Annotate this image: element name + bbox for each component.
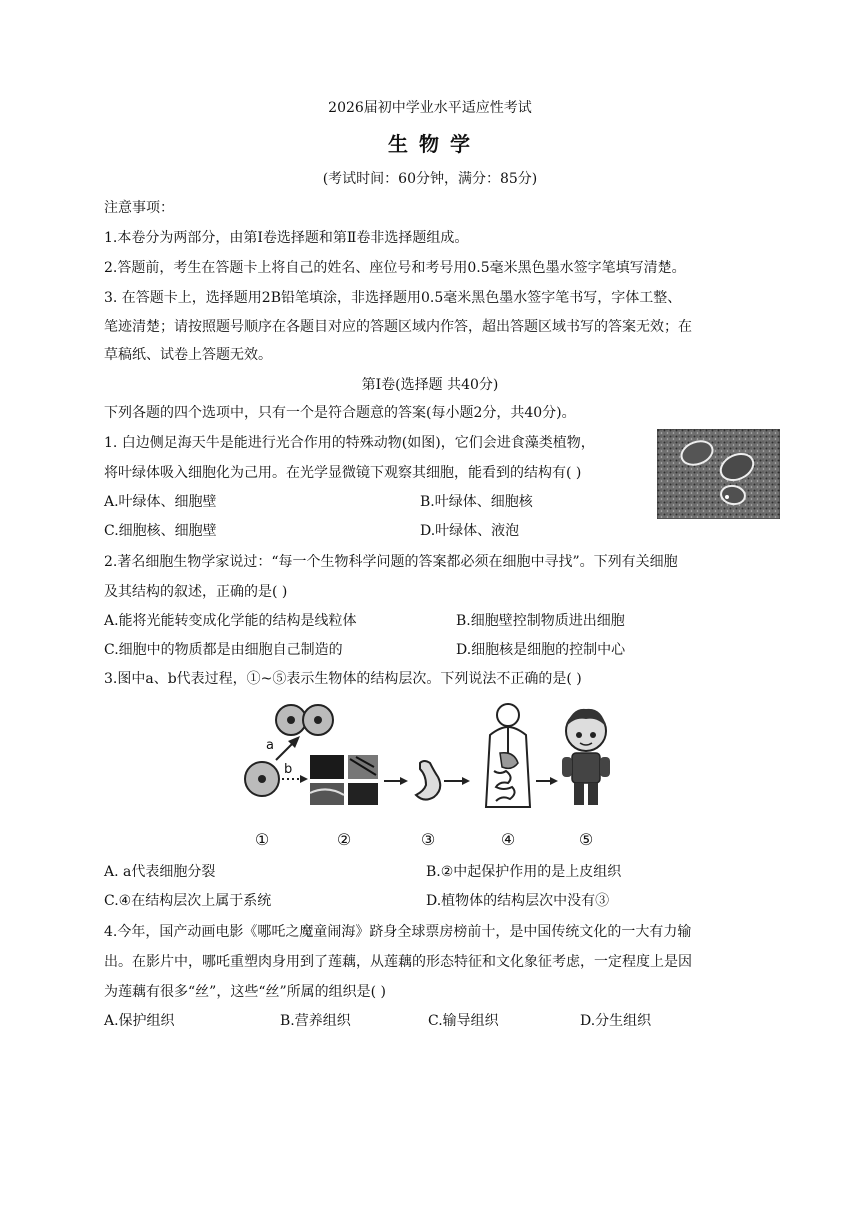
section-title: 第Ⅰ卷(选择题 共40分)	[361, 377, 499, 393]
sea-slug-photo	[657, 429, 780, 519]
question-4-option-b[interactable]: B.营养组织	[280, 1013, 351, 1029]
question-3-option-a[interactable]: A. a代表细胞分裂	[104, 864, 216, 880]
number-5: ⑤	[578, 830, 594, 849]
label-a: a	[266, 738, 274, 753]
notice-item-1: 1.本卷分为两部分，由第Ⅰ卷选择题和第Ⅱ卷非选择题组成。	[104, 230, 469, 246]
question-4-option-d[interactable]: D.分生组织	[580, 1013, 652, 1029]
question-3-option-d[interactable]: D.植物体的结构层次中没有③	[426, 893, 610, 909]
number-3: ③	[420, 830, 436, 849]
label-b: b	[284, 762, 293, 777]
question-4-line-2: 出。在影片中，哪吒重塑肉身用到了莲藕，从莲藕的形态特征和文化象征考虑，一定程度上是因	[104, 954, 692, 970]
question-2-line-2: 及其结构的叙述，正确的是( )	[104, 584, 288, 600]
boy-icon	[562, 709, 610, 805]
question-2-option-c[interactable]: C.细胞中的物质都是由细胞自己制造的	[104, 642, 343, 658]
subject-title: 生 物 学	[388, 132, 472, 156]
section-instruction: 下列各题的四个选项中，只有一个是符合题意的答案(每小题2分，共40分)。	[104, 405, 576, 421]
exam-title: 2026届初中学业水平适应性考试	[328, 100, 532, 116]
notice-item-3-line-3: 草稿纸、试卷上答题无效。	[104, 347, 272, 363]
tissues-icon	[310, 755, 378, 805]
question-2-line-1: 2.著名细胞生物学家说过：“每一个生物科学问题的答案都必须在细胞中寻找”。下列有关细胞	[104, 554, 678, 570]
question-2-option-b[interactable]: B.细胞壁控制物质进出细胞	[456, 613, 625, 629]
question-4-option-c[interactable]: C.输导组织	[428, 1013, 499, 1029]
question-4-line-3: 为莲藕有很多“丝”，这些“丝”所属的组织是( )	[104, 984, 387, 1000]
notice-title: 注意事项：	[104, 200, 174, 216]
question-1-option-d[interactable]: D.叶绿体、液泡	[420, 523, 520, 539]
question-2-option-a[interactable]: A.能将光能转变成化学能的结构是线粒体	[104, 613, 357, 629]
question-1-line-2: 将叶绿体吸入细胞化为己用。在光学显微镜下观察其细胞，能看到的结构有( )	[104, 465, 582, 481]
question-1-option-c[interactable]: C.细胞核、细胞壁	[104, 523, 217, 539]
notice-item-2: 2.答题前，考生在答题卡上将自己的姓名、座位号和考号用0.5毫米黑色墨水签字笔填写清楚。	[104, 260, 686, 276]
question-1-line-1: 1. 白边侧足海天牛是能进行光合作用的特殊动物(如图)，它们会进食藻类植物，	[104, 435, 595, 451]
notice-item-3-line-2: 笔迹清楚；请按照题号顺序在各题目对应的答题区域内作答，超出答题区域书写的答案无效；在	[104, 319, 692, 335]
question-4-line-1: 4.今年，国产动画电影《哪吒之魔童闹海》跻身全球票房榜前十，是中国传统文化的一大有力输	[104, 924, 692, 940]
digestive-system-icon	[486, 704, 530, 807]
question-3-option-c[interactable]: C.④在结构层次上属于系统	[104, 893, 272, 909]
number-1: ①	[254, 830, 270, 849]
stomach-icon	[416, 761, 440, 800]
question-3-option-b[interactable]: B.②中起保护作用的是上皮组织	[426, 864, 622, 880]
structure-levels-figure	[238, 697, 618, 851]
question-1-option-a[interactable]: A.叶绿体、细胞壁	[104, 494, 217, 510]
question-2-option-d[interactable]: D.细胞核是细胞的控制中心	[456, 642, 626, 658]
question-1-option-b[interactable]: B.叶绿体、细胞核	[420, 494, 533, 510]
exam-info: (考试时间：60分钟，满分：85分)	[322, 171, 538, 187]
question-4-option-a[interactable]: A.保护组织	[104, 1013, 175, 1029]
notice-item-3-line-1: 3. 在答题卡上，选择题用2B铅笔填涂，非选择题用0.5毫米黑色墨水签字笔书写，字体工整、	[104, 290, 682, 306]
question-3-line-1: 3.图中a、b代表过程，①~⑤表示生物体的结构层次。下列说法不正确的是( )	[104, 671, 582, 687]
number-2: ②	[336, 830, 352, 849]
divided-cells-icon	[276, 705, 333, 735]
number-4: ④	[500, 830, 516, 849]
cell-icon	[245, 762, 279, 796]
